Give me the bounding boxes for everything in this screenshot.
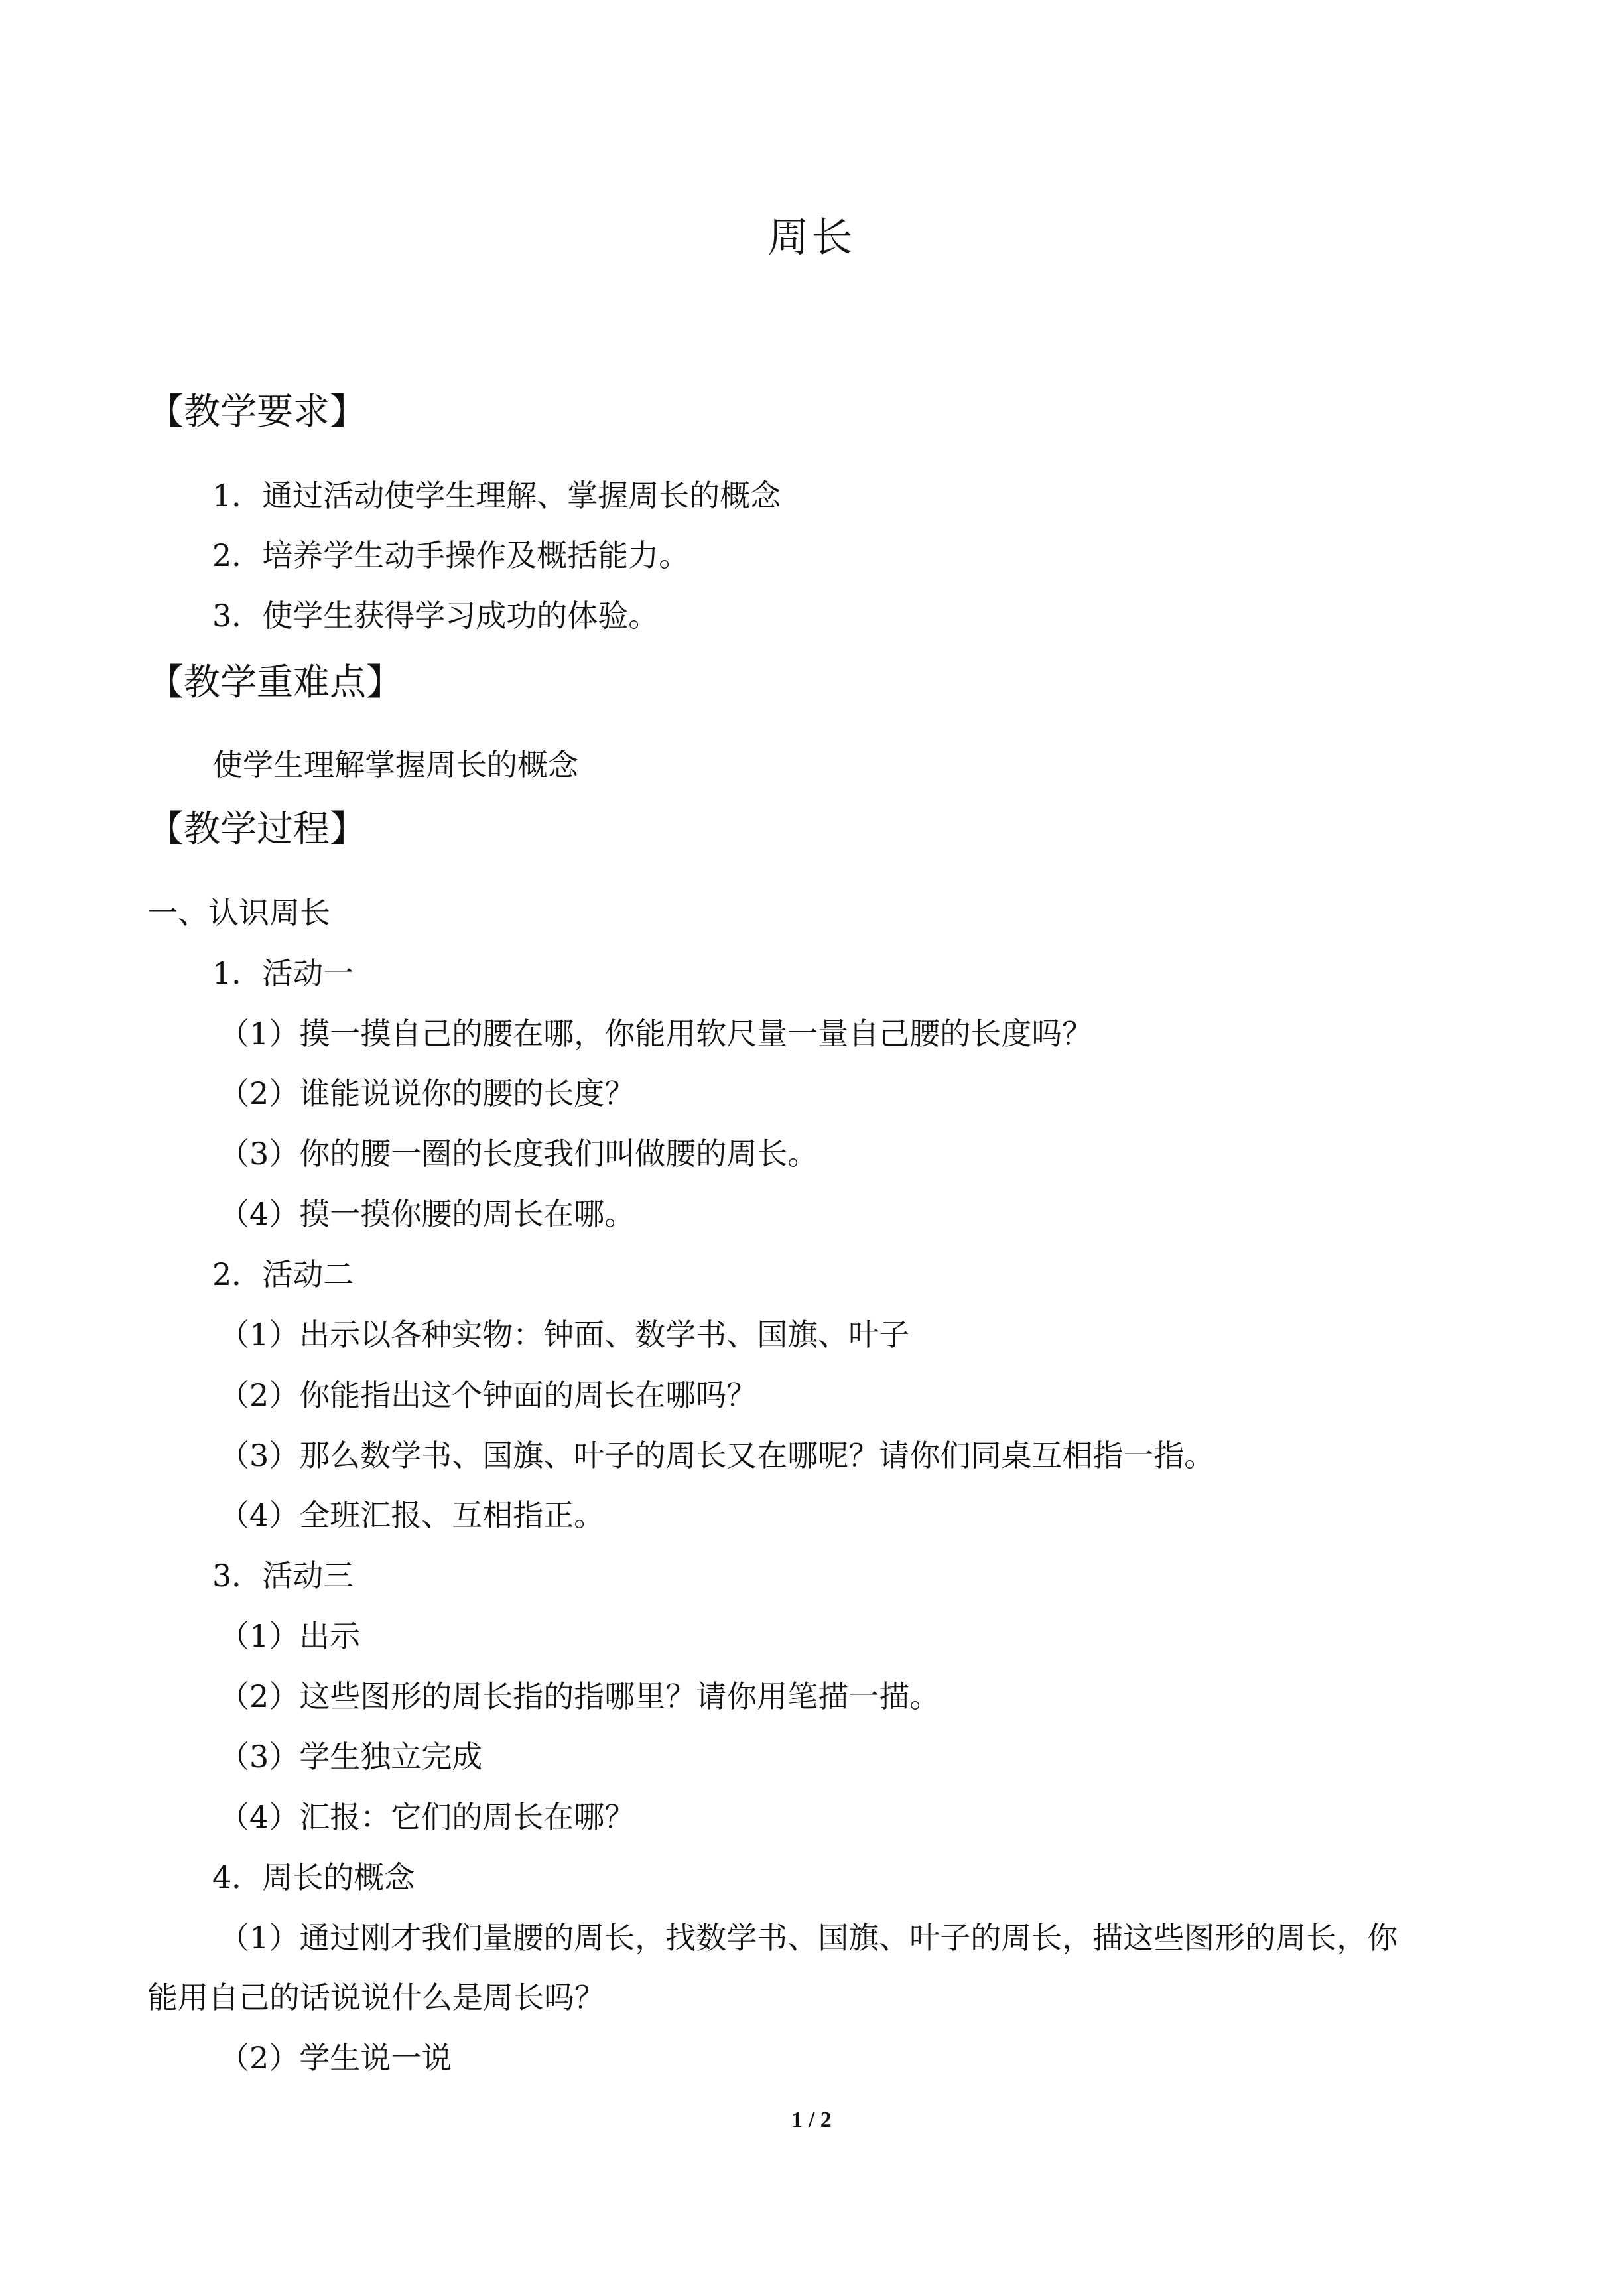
activity-three-item-2: （2）这些图形的周长指的指哪里？请你用笔描一描。 — [219, 1678, 941, 1714]
activity-one-item-3: （3）你的腰一圈的长度我们叫做腰的周长。 — [219, 1136, 818, 1172]
requirement-item-1: 1．通过活动使学生理解、掌握周长的概念 — [212, 478, 781, 513]
activity-two-item-4: （4）全班汇报、互相指正。 — [219, 1497, 605, 1533]
activity-two-heading: 2．活动二 — [212, 1256, 354, 1292]
process-heading: 【教学过程】 — [147, 807, 367, 850]
activity-three-item-4: （4）汇报：它们的周长在哪？ — [219, 1799, 635, 1835]
activity-two-item-3: （3）那么数学书、国旗、叶子的周长又在哪呢？请你们同桌互相指一指。 — [219, 1438, 1215, 1473]
page-title: 周长 — [767, 213, 856, 261]
activity-two-item-1: （1）出示以各种实物：钟面、数学书、国旗、叶子 — [219, 1317, 910, 1353]
page-number: 1 / 2 — [791, 2108, 832, 2132]
activity-three-item-1: （1）出示 — [219, 1618, 361, 1654]
part-one-heading: 一、认识周长 — [147, 895, 330, 931]
concept-item-1-line-2: 能用自己的话说说什么是周长吗？ — [147, 1980, 605, 2015]
activity-one-item-1: （1）摸一摸自己的腰在哪，你能用软尺量一量自己腰的长度吗？ — [219, 1016, 1093, 1051]
activity-two-item-2: （2）你能指出这个钟面的周长在哪吗？ — [219, 1377, 757, 1413]
activity-three-item-3: （3）学生独立完成 — [219, 1739, 483, 1775]
activity-one-heading: 1．活动一 — [212, 955, 354, 991]
concept-item-1-line-1: （1）通过刚才我们量腰的周长，找数学书、国旗、叶子的周长，描这些图形的周长，你 — [219, 1920, 1398, 1956]
concept-heading: 4．周长的概念 — [212, 1859, 415, 1895]
keypoints-heading: 【教学重难点】 — [147, 661, 403, 703]
requirements-heading: 【教学要求】 — [147, 390, 367, 433]
concept-item-2: （2）学生说一说 — [219, 2040, 452, 2076]
keypoints-text: 使学生理解掌握周长的概念 — [212, 747, 578, 783]
requirement-item-3: 3．使学生获得学习成功的体验。 — [212, 598, 659, 634]
activity-one-item-2: （2）谁能说说你的腰的长度？ — [219, 1075, 635, 1111]
requirement-item-2: 2．培养学生动手操作及概括能力。 — [212, 537, 690, 573]
activity-three-heading: 3．活动三 — [212, 1558, 354, 1593]
activity-one-item-4: （4）摸一摸你腰的周长在哪。 — [219, 1196, 635, 1232]
